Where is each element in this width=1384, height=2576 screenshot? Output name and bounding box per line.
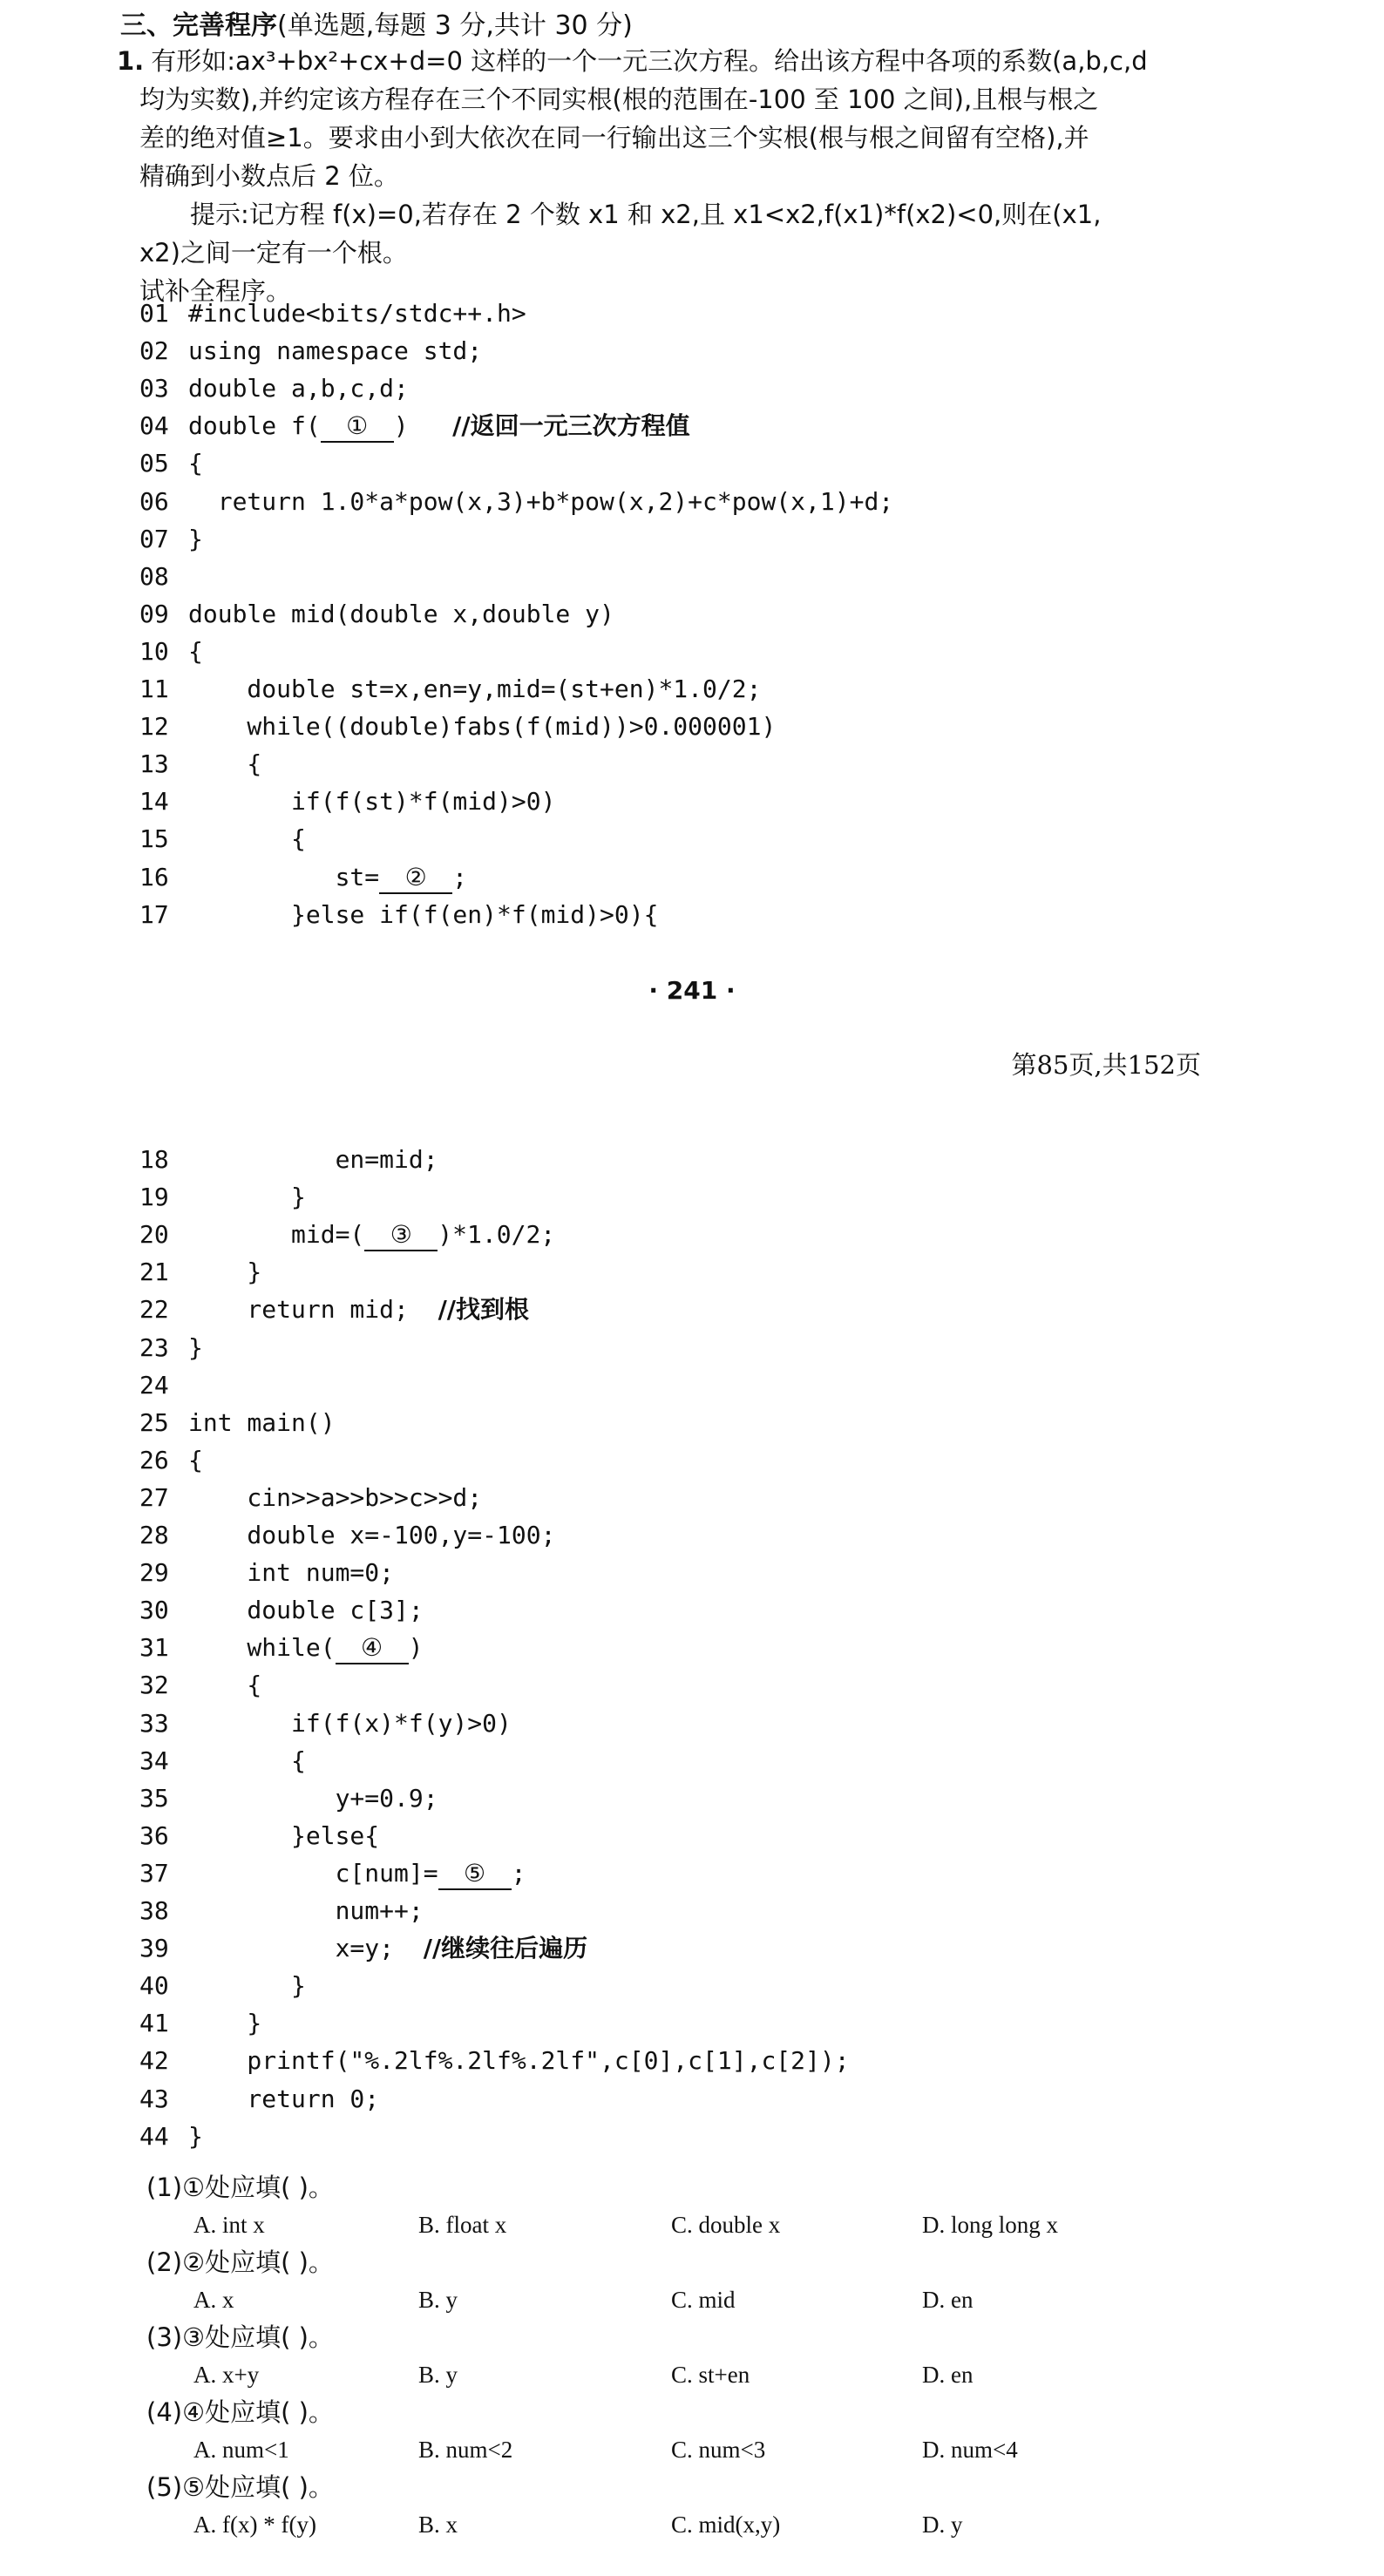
code-line bbox=[139, 1705, 512, 1742]
code-text: num++; bbox=[188, 1896, 424, 1925]
code-line bbox=[139, 596, 614, 633]
answer-option: D. en bbox=[922, 2362, 974, 2388]
code-line bbox=[139, 1780, 438, 1817]
answer-option: D. long long x bbox=[922, 2212, 1059, 2238]
question-stem: (2)②处应填( )。 bbox=[146, 2247, 334, 2277]
line-number: 42 bbox=[139, 2046, 169, 2076]
answer-option: B. x bbox=[418, 2512, 458, 2538]
line-number: 16 bbox=[139, 862, 169, 891]
line-number: 29 bbox=[139, 1558, 169, 1588]
code-text: } bbox=[188, 1257, 262, 1287]
code-text: { bbox=[188, 1445, 203, 1474]
code-text: }else{ bbox=[188, 1820, 380, 1850]
code-text: return mid; bbox=[188, 1295, 438, 1325]
code-text: ; bbox=[452, 862, 468, 891]
code-line bbox=[139, 370, 409, 407]
problem-line: 差的绝对值≥1。要求由小到大依次在同一行输出这三个实根(根与根之间留有空格),并 bbox=[139, 123, 1089, 153]
line-number: 23 bbox=[139, 1332, 169, 1362]
question-stem: (5)⑤处应填( )。 bbox=[146, 2472, 334, 2502]
section-title: 三、完善程序(单选题,每题 3 分,共计 30 分) bbox=[120, 10, 633, 41]
page-2 bbox=[0, 1124, 1384, 2576]
code-line bbox=[139, 1142, 438, 1178]
fill-in-blank: ① bbox=[321, 411, 394, 443]
code-text: int main() bbox=[188, 1407, 336, 1437]
code-line bbox=[139, 897, 658, 933]
answer-option: B. y bbox=[418, 2287, 458, 2313]
code-line bbox=[139, 1555, 394, 1591]
line-number: 43 bbox=[139, 2084, 169, 2113]
code-line bbox=[139, 1254, 261, 1291]
code-line bbox=[139, 746, 261, 783]
line-number: 14 bbox=[139, 787, 169, 817]
code-text: } bbox=[188, 2121, 203, 2151]
fill-in-blank: ② bbox=[379, 863, 452, 894]
code-line bbox=[139, 1667, 261, 1704]
answer-option: B. y bbox=[418, 2362, 458, 2388]
answer-option: D. y bbox=[922, 2512, 963, 2538]
code-text: { bbox=[188, 1671, 262, 1700]
code-text: y+=0.9; bbox=[188, 1783, 438, 1813]
code-text: cin>>a>>b>>c>>d; bbox=[188, 1482, 483, 1512]
code-line bbox=[139, 1367, 188, 1404]
line-number: 21 bbox=[139, 1257, 169, 1287]
line-number: 24 bbox=[139, 1370, 169, 1400]
line-number: 26 bbox=[139, 1445, 169, 1474]
code-line bbox=[139, 821, 306, 858]
question-stem: (1)①处应填( )。 bbox=[146, 2173, 334, 2202]
answer-option: C. double x bbox=[671, 2212, 781, 2238]
answer-option: A. int x bbox=[193, 2212, 265, 2238]
question-stem: (4)④处应填( )。 bbox=[146, 2397, 334, 2427]
line-number: 12 bbox=[139, 712, 169, 742]
code-text: { bbox=[188, 749, 262, 779]
code-text: while((double)fabs(f(mid))>0.000001) bbox=[188, 712, 777, 742]
code-line bbox=[139, 2043, 850, 2079]
line-number: 28 bbox=[139, 1521, 169, 1549]
code-text: double f( bbox=[188, 411, 321, 441]
fill-in-blank: ③ bbox=[364, 1220, 438, 1251]
code-line bbox=[139, 1930, 587, 1967]
answer-option: C. st+en bbox=[671, 2362, 750, 2388]
line-number: 33 bbox=[139, 1708, 169, 1738]
code-comment: //返回一元三次方程值 bbox=[452, 411, 690, 441]
answer-option: B. float x bbox=[418, 2212, 507, 2238]
line-number: 15 bbox=[139, 824, 169, 854]
line-number: 05 bbox=[139, 449, 169, 478]
code-text: { bbox=[188, 449, 203, 478]
code-line bbox=[139, 634, 203, 670]
line-number: 20 bbox=[139, 1220, 169, 1250]
line-number: 10 bbox=[139, 636, 169, 666]
code-text: } bbox=[188, 524, 203, 553]
code-text: mid=( bbox=[188, 1220, 365, 1250]
code-comment: //继续往后遍历 bbox=[423, 1934, 588, 1963]
code-line bbox=[139, 1893, 424, 1929]
code-line bbox=[139, 2081, 379, 2118]
line-number: 08 bbox=[139, 561, 169, 591]
code-text: double x=-100,y=-100; bbox=[188, 1521, 556, 1549]
line-number: 27 bbox=[139, 1482, 169, 1512]
line-number: 36 bbox=[139, 1820, 169, 1850]
code-text: { bbox=[188, 636, 203, 666]
code-comment: //找到根 bbox=[438, 1295, 530, 1325]
code-line bbox=[139, 1480, 482, 1516]
code-line bbox=[139, 1592, 424, 1629]
code-text: ; bbox=[511, 1858, 526, 1888]
line-number: 35 bbox=[139, 1783, 169, 1813]
code-line bbox=[139, 559, 188, 595]
fill-in-blank: ⑤ bbox=[438, 1859, 512, 1890]
line-number: 06 bbox=[139, 486, 169, 516]
code-line bbox=[139, 1405, 336, 1441]
code-text: )*1.0/2; bbox=[438, 1220, 556, 1250]
code-text: ) bbox=[408, 1633, 424, 1663]
code-text: if(f(x)*f(y)>0) bbox=[188, 1708, 512, 1738]
code-line bbox=[139, 2118, 203, 2155]
code-line bbox=[139, 1818, 379, 1854]
code-line bbox=[139, 1217, 555, 1253]
line-number: 11 bbox=[139, 675, 169, 703]
code-line bbox=[139, 1968, 306, 2004]
code-text: } bbox=[188, 1332, 203, 1362]
code-line bbox=[139, 445, 203, 482]
code-line bbox=[139, 484, 893, 520]
code-text: { bbox=[188, 824, 306, 854]
section-note: (单选题,每题 3 分,共计 30 分) bbox=[277, 10, 633, 41]
line-number: 18 bbox=[139, 1145, 169, 1174]
line-number: 39 bbox=[139, 1934, 169, 1963]
code-text: st= bbox=[188, 862, 380, 891]
code-text: }else if(f(en)*f(mid)>0){ bbox=[188, 899, 659, 929]
code-line bbox=[139, 1442, 203, 1479]
code-text: double mid(double x,double y) bbox=[188, 599, 614, 628]
line-number: 13 bbox=[139, 749, 169, 779]
code-text: en=mid; bbox=[188, 1145, 438, 1174]
page-number: · 241 · bbox=[648, 976, 736, 1005]
code-text: return 0; bbox=[188, 2084, 380, 2113]
code-text: int num=0; bbox=[188, 1558, 395, 1588]
code-text: x=y; bbox=[188, 1934, 424, 1963]
code-text: double a,b,c,d; bbox=[188, 374, 409, 403]
line-number: 38 bbox=[139, 1896, 169, 1925]
code-text: using namespace std; bbox=[188, 336, 483, 366]
problem-line: 精确到小数点后 2 位。 bbox=[139, 161, 399, 191]
line-number: 22 bbox=[139, 1295, 169, 1325]
question-number: 1. bbox=[117, 46, 145, 76]
code-text: #include<bits/stdc++.h> bbox=[188, 299, 526, 328]
page-count: 第85页,共152页 bbox=[1011, 1050, 1201, 1080]
line-number: 09 bbox=[139, 599, 169, 628]
code-line bbox=[139, 783, 555, 820]
hint-line: x2)之间一定有一个根。 bbox=[139, 238, 408, 268]
answer-option: A. x bbox=[193, 2287, 234, 2313]
line-number: 02 bbox=[139, 336, 169, 366]
line-number: 41 bbox=[139, 2009, 169, 2038]
code-line bbox=[139, 521, 203, 558]
line-number: 17 bbox=[139, 899, 169, 929]
code-line bbox=[139, 2005, 261, 2042]
code-text: if(f(st)*f(mid)>0) bbox=[188, 787, 556, 817]
code-line bbox=[139, 1630, 423, 1666]
answer-option: A. x+y bbox=[193, 2362, 260, 2388]
answer-option: D. en bbox=[922, 2287, 974, 2313]
line-number: 40 bbox=[139, 1971, 169, 2001]
answer-option: A. num<1 bbox=[193, 2437, 289, 2463]
question-stem: (3)③处应填( )。 bbox=[146, 2322, 334, 2352]
code-line bbox=[139, 333, 482, 369]
code-text: return 1.0*a*pow(x,3)+b*pow(x,2)+c*pow(x,1)+d; bbox=[188, 486, 894, 516]
code-text: double st=x,en=y,mid=(st+en)*1.0/2; bbox=[188, 675, 762, 703]
line-number: 37 bbox=[139, 1858, 169, 1888]
code-line bbox=[139, 408, 690, 444]
code-line bbox=[139, 708, 776, 745]
fill-in-blank: ④ bbox=[336, 1633, 409, 1664]
code-text: double c[3]; bbox=[188, 1596, 424, 1625]
answer-option: C. mid(x,y) bbox=[671, 2512, 781, 2538]
answer-option: B. num<2 bbox=[418, 2437, 513, 2463]
instruction: 试补全程序。 bbox=[139, 276, 292, 306]
code-text: ) bbox=[393, 411, 453, 441]
problem-line: 均为实数),并约定该方程存在三个不同实根(根的范围在-100 至 100 之间),且根与根之 bbox=[139, 85, 1099, 114]
line-number: 01 bbox=[139, 299, 169, 328]
answer-option: D. num<4 bbox=[922, 2437, 1018, 2463]
code-line bbox=[139, 671, 761, 708]
line-number: 25 bbox=[139, 1407, 169, 1437]
line-number: 04 bbox=[139, 411, 169, 441]
line-number: 19 bbox=[139, 1183, 169, 1212]
code-text: } bbox=[188, 1971, 306, 2001]
code-text: } bbox=[188, 2009, 262, 2038]
line-number: 32 bbox=[139, 1671, 169, 1700]
code-text: while( bbox=[188, 1633, 336, 1663]
code-text: c[num]= bbox=[188, 1858, 438, 1888]
answer-option: C. num<3 bbox=[671, 2437, 766, 2463]
code-line bbox=[139, 295, 526, 332]
problem-statement bbox=[117, 42, 1238, 310]
code-text: printf("%.2lf%.2lf%.2lf",c[0],c[1],c[2]); bbox=[188, 2046, 850, 2076]
code-line bbox=[139, 1179, 306, 1216]
code-text: { bbox=[188, 1746, 306, 1775]
line-number: 07 bbox=[139, 524, 169, 553]
code-line bbox=[139, 859, 467, 896]
code-line bbox=[139, 1855, 526, 1892]
code-line bbox=[139, 1517, 555, 1554]
problem-line: 1. 有形如:ax³+bx²+cx+d=0 这样的一个一元三次方程。给出该方程中各项的系数(a,b,c,d bbox=[117, 46, 1148, 76]
line-number: 31 bbox=[139, 1633, 169, 1663]
answer-option: C. mid bbox=[671, 2287, 736, 2313]
answer-option: A. f(x) * f(y) bbox=[193, 2512, 316, 2538]
line-number: 30 bbox=[139, 1596, 169, 1625]
line-number: 03 bbox=[139, 374, 169, 403]
line-number: 44 bbox=[139, 2121, 169, 2151]
page-1 bbox=[0, 0, 1384, 1124]
code-line bbox=[139, 1330, 203, 1366]
code-text: } bbox=[188, 1183, 306, 1212]
line-number: 34 bbox=[139, 1746, 169, 1775]
code-line bbox=[139, 1291, 529, 1328]
hint-line: 提示:记方程 f(x)=0,若存在 2 个数 x1 和 x2,且 x1<x2,f(x1)*f(x2)<0,则在(x1, bbox=[190, 200, 1102, 229]
code-line bbox=[139, 1743, 306, 1779]
